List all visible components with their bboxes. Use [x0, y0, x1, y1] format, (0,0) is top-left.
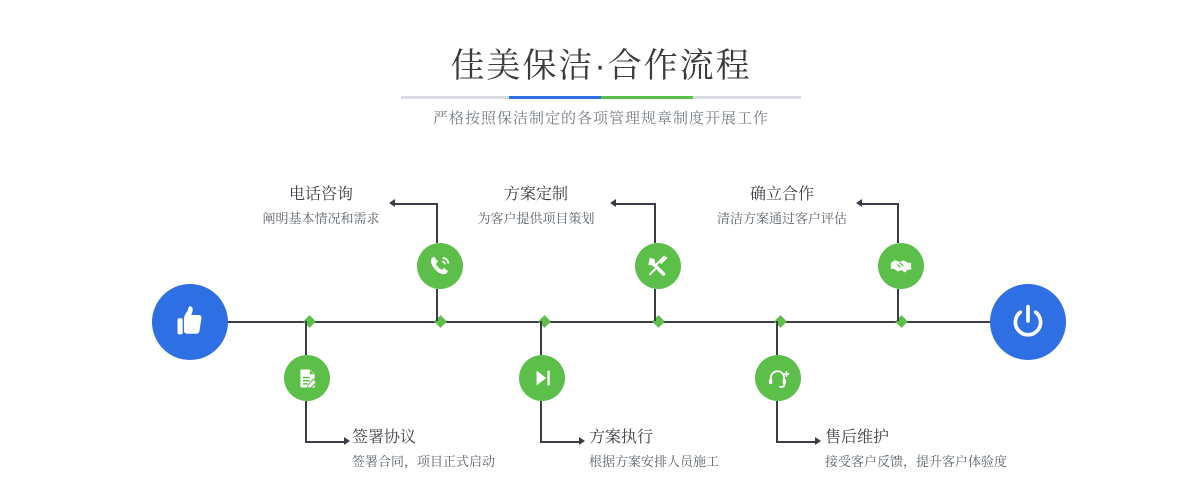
- connector-step4-horizontal: [540, 441, 580, 443]
- step-label-2: [352, 428, 495, 472]
- connector-step4-arrow: [579, 437, 585, 445]
- phone-call-icon: [427, 253, 453, 279]
- step-desc-4: 根据方案安排人员施工: [589, 454, 720, 469]
- step-desc-6: 接受客户反馈，提升客户体验度: [825, 454, 1008, 469]
- plan-tools-icon: [645, 253, 671, 279]
- thumbs-up-icon: [171, 303, 209, 341]
- connector-step2-vertical-up: [305, 321, 307, 355]
- step-title-2: 签署协议: [352, 429, 417, 446]
- connector-step1-horizontal: [395, 203, 437, 205]
- connector-step5-horizontal: [862, 203, 898, 205]
- step-title-3: 方案定制: [503, 186, 568, 203]
- connector-step6-vertical-down: [776, 401, 778, 442]
- power-icon: [1007, 301, 1049, 343]
- step-icon-play-execute: [519, 355, 565, 401]
- connector-step6-vertical-up: [776, 321, 778, 355]
- step-icon-customer-service: [755, 355, 801, 401]
- connector-step2-vertical-down: [305, 401, 307, 442]
- page-subtitle: 严格按照保洁制定的各项管理规章制度开展工作: [432, 110, 769, 127]
- step-title-1: 电话咨询: [288, 186, 353, 203]
- play-execute-icon: [530, 366, 554, 390]
- end-endpoint: [990, 284, 1066, 360]
- handshake-icon: [888, 253, 914, 279]
- step-icon-plan-tools: [635, 243, 681, 289]
- step-desc-5: 清洁方案通过客户评估: [716, 211, 847, 226]
- customer-service-icon: [766, 366, 791, 391]
- step-desc-3: 为客户提供项目策划: [477, 211, 595, 226]
- document-edit-icon: [295, 366, 320, 391]
- connector-step5-vertical: [897, 289, 899, 321]
- connector-step3-horizontal: [616, 203, 655, 205]
- connector-step4-vertical-up: [540, 321, 542, 355]
- connector-step2-arrow: [344, 437, 350, 445]
- step-title-5: 确立合作: [749, 186, 814, 203]
- step-desc-2: 签署合同，项目正式启动: [352, 454, 496, 469]
- step-title-6: 售后维护: [825, 429, 890, 446]
- connector-step6-horizontal: [776, 441, 816, 443]
- connector-step3-up: [654, 203, 656, 243]
- start-endpoint: [152, 284, 228, 360]
- step-label-1: [251, 185, 391, 229]
- connector-step1-vertical: [436, 289, 438, 321]
- step-icon-document-edit: [284, 355, 330, 401]
- title-divider: [401, 96, 801, 99]
- divider-segment-blue: [509, 96, 601, 99]
- connector-step6-arrow: [815, 437, 821, 445]
- page-title: 佳美保洁·合作流程: [450, 47, 752, 85]
- divider-segment-green: [601, 96, 693, 99]
- connector-step2-horizontal: [305, 441, 345, 443]
- connector-step4-vertical-down: [540, 401, 542, 442]
- step-label-6: [825, 428, 1007, 472]
- step-label-5: [708, 185, 856, 229]
- step-label-3: [462, 185, 610, 229]
- step-icon-handshake: [878, 243, 924, 289]
- step-label-4: [589, 428, 719, 472]
- step-desc-1: 阐明基本情况和需求: [262, 211, 380, 226]
- step-icon-phone-call: [417, 243, 463, 289]
- connector-step3-vertical: [654, 289, 656, 321]
- connector-step1-up: [436, 203, 438, 243]
- connector-step5-up: [897, 203, 899, 243]
- connector-step5-arrow: [856, 199, 862, 207]
- connector-step3-arrow: [610, 199, 616, 207]
- step-title-4: 方案执行: [589, 429, 654, 446]
